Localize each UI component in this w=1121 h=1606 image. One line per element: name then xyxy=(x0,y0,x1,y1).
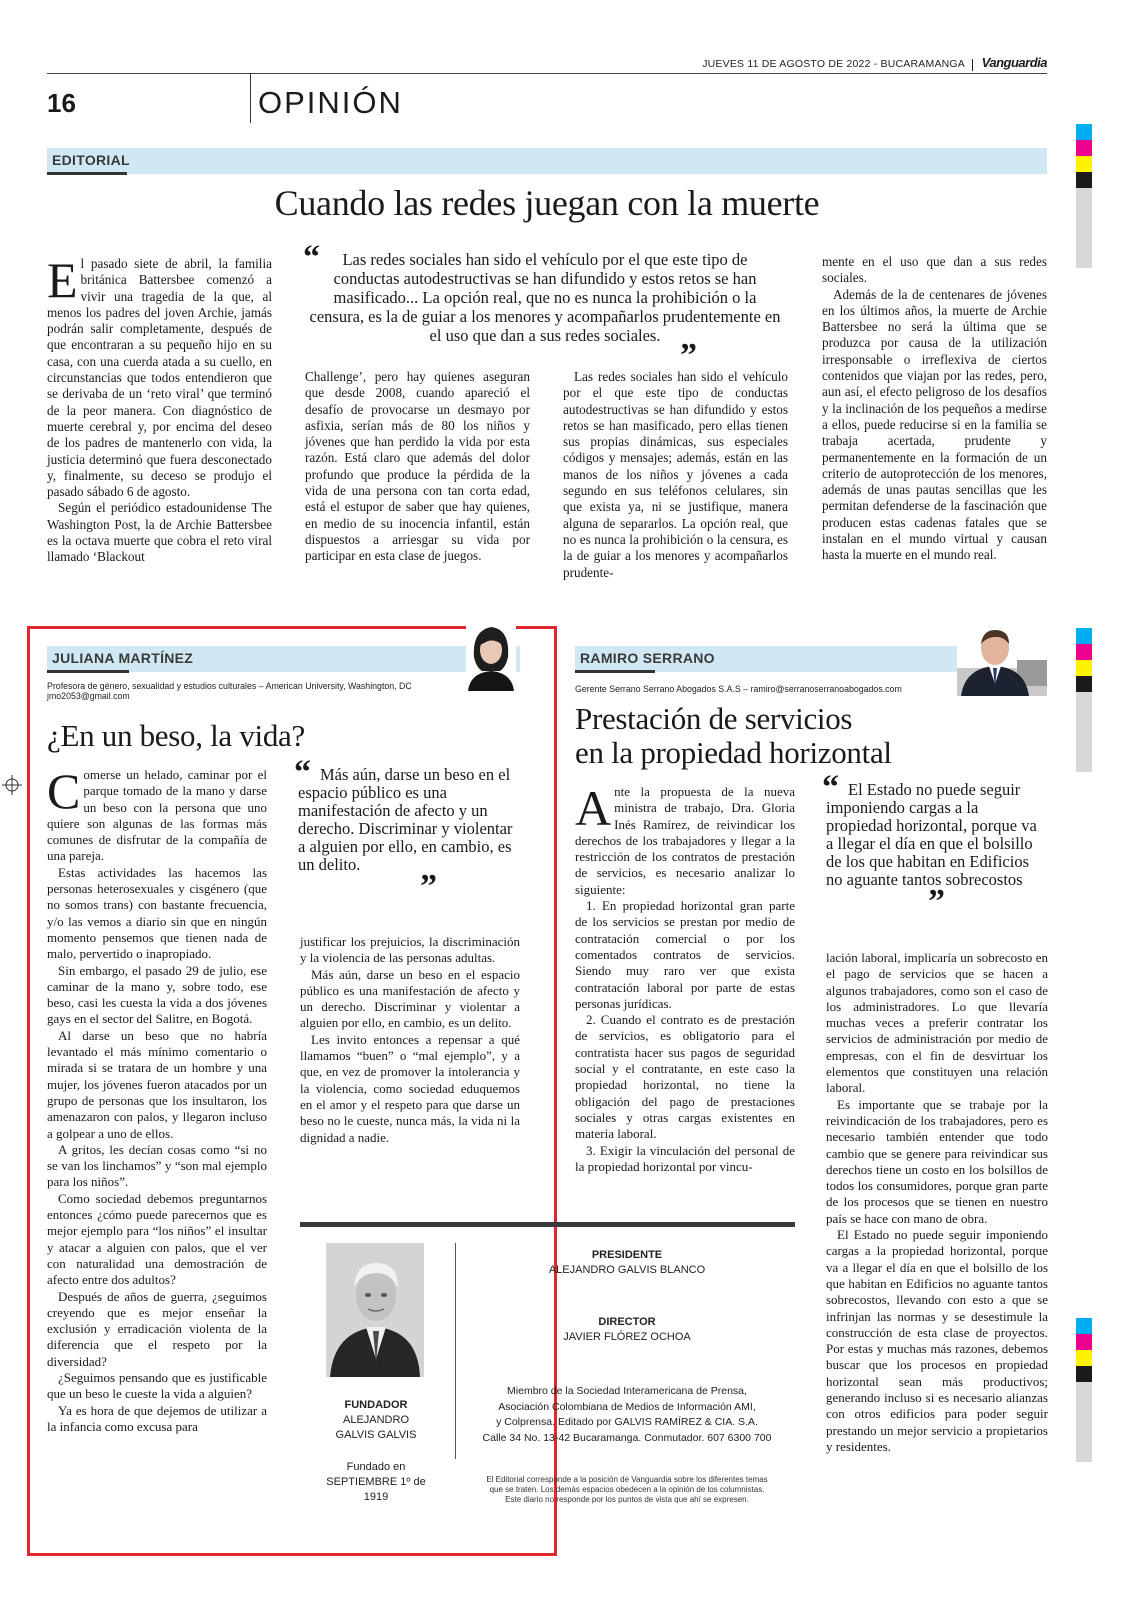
author-name-left: JULIANA MARTÍNEZ xyxy=(52,650,194,666)
editorial-label: EDITORIAL xyxy=(52,152,130,168)
crosshair-mark xyxy=(2,775,22,795)
editorial-column-4: mente en el uso que dan a sus redes sociales. Además de la de centenares de jóvenes en los últimos años, la muerte de Archie Battersbee no será la última que se produzca por causa de la utilización irresponsable o irreflexiva de ciertos contenidos que viajan por las redes, pero, aun así, el efecto peligroso de los desafíos y la inclinación de los pequeños a medirse a ellos, puede reducirse si en la familia se trabaja acertada, prudente y permanentemente en la formación de un criterio de autoprotección de los menores, además de unas pautas sencillas que les permitan defenderse de la fascinación que producen estas cadenas fatales que se instalan en el mundo virtual y causan hasta la muerte en el mundo real. xyxy=(822,254,1047,563)
author-photo-left xyxy=(466,617,516,691)
masthead-divider xyxy=(455,1243,456,1459)
editorial-label-underline xyxy=(47,172,127,175)
editorial-title: Cuando las redes juegan con la muerte xyxy=(274,183,820,223)
author-name-right: RAMIRO SERRANO xyxy=(580,650,715,666)
column-right-text-1: Ante la propuesta de la nueva ministra de trabajo, Dra. Gloria Inés Ramírez, de reivindicar los derechos de los trabajadores y llegar a la restricción de los contratos de prestación de servicios, es necesario analizar lo siguiente: 1. En propiedad horizontal gran parte de los servicios se prestan por medio de contratación comercial o por los comentados contratos de servicios. Siendo muy raro ver que exista contratación laboral por parte de estas personas jurídicas. 2. Cuando el contrato es de prestación de servicios, es obligatorio para el contratista hacer sus pagos de seguridad social y el contratante, en este caso la propiedad horizontal, no tiene la obligación del pago de prestaciones sociales y otras cargas existentes en materia laboral. 3. Exigir la vinculación del personal de la propiedad horizontal por vincu- xyxy=(575,780,795,1174)
editorial-column-2: Challenge’, pero hay quienes aseguran que desde 2008, cuando apareció el desafío de provocarse un desmayo por asfixia, serían más de 80 los niños y jóvenes que han perdido la vida por esta razón. Está claro que además del dolor profundo que produce la pérdida de la vida de una persona con tan corta edad, está el estupor de saber que hay quienes, en medio de su inocencia infantil, están dispuestos a arriesgar su vida por participar en esta clase de juegos. xyxy=(305,369,530,564)
director-name: JAVIER FLÓREZ OCHOA xyxy=(563,1331,691,1343)
header-separator xyxy=(972,59,973,71)
president-name: ALEJANDRO GALVIS BLANCO xyxy=(548,1264,706,1276)
brand-logo: Vanguardia xyxy=(981,55,1047,70)
author-bio-right: Gerente Serrano Serrano Abogados S.A.S – ramiro@serranoserranoabogados.com xyxy=(575,684,902,694)
founded-date: SEPTIEMBRE 1º de 1919 xyxy=(326,1476,426,1503)
founder-label: FUNDADOR xyxy=(344,1399,408,1411)
editorial-column-3: Las redes sociales han sido el vehículo por el que este tipo de conductas autodestructivas se han difundido y estos retos se han masificado, pero ellas tienen sus propias dinámicas, sus especiales códigos y mensajes; además, están en las manos de los niños y jóvenes a cada segundo en sus teléfonos celulares, sin que exista ya, ni se justifique, manera alguna de separarlos. La opción real, que no es nunca la prohibición o la censura, es la de guiar a los menores y acompañarlos prudente- xyxy=(563,369,788,580)
editorial-dropcap: E xyxy=(47,252,78,308)
column-right-pull-quote: “ El Estado no puede seguir imponiendo cargas a la propiedad horizontal, porque va a llegar el día en que el bolsillo de los que habitan en Edificios no aguante tantos sobrecostos ” xyxy=(822,769,1037,920)
date-line: JUEVES 11 DE AGOSTO DE 2022 - BUCARAMANGA xyxy=(702,58,965,70)
column-left-text-2: justificar los prejuicios, la discriminación y la violencia de las personas adultas. Más aún, darse un beso en el espacio público es una manifestación de afecto y un derecho. Discriminar y violentar a alguien por ello, en cambio, es un delito. Les invito entonces a repensar a qué llamamos “buen” o “mal ejemplo”, y a que, en vez de promover la intolerancia y la violencia, como sociedad eduquemos en el amor y el respeto para que darse un beso no le cueste, nunca más, la vida ni la dignidad a nadie. xyxy=(300,934,520,1145)
membership-block: Miembro de la Sociedad Interamericana de Prensa, Asociación Colombiana de Medios de Información AMI, y Colprensa. Editado por GALVIS RAMÍREZ & CIA. S.A. Calle 34 No. 13-42 Bucaramanga. Conmutador. 607 6300 700 xyxy=(482,1385,772,1444)
author-label-underline-right xyxy=(575,670,655,673)
founder-name: ALEJANDRO xyxy=(342,1414,410,1426)
editorial-label-bar xyxy=(47,148,1047,174)
section-divider xyxy=(250,73,251,123)
header-rule xyxy=(47,73,1047,74)
column-left-title: ¿En un beso, la vida? xyxy=(47,718,305,753)
author-label-underline-left xyxy=(47,670,129,673)
founded-label: Fundado en xyxy=(346,1461,406,1473)
author-email-left[interactable]: jmo2053@gmail.com xyxy=(47,691,130,701)
open-quote-icon: “ xyxy=(294,754,311,791)
editorial-column-1: El pasado siete de abril, la familia británica Battersbee comenzó a vivir una tragedia de la que, al menos los padres del joven Archie, jamás podrán salir completamente, después de que encontraran a su pequeño hijo en su casa, con una cuerda atada a su cuello, en circunstancias que todos entendieron que se derivaba de un ‘reto viral’ que terminó de la peor manera. Con diagnóstico de muerte cerebral y, por encima del deseo de los padres de mantenerlo con vida, la justicia determinó que fuera desconectado y, finalmente, su deceso se produjo el pasado sábado 6 de agosto. Según el periódico estadounidense The Washington Post, la de Archie Battersbee es la octava muerte que cobra el reto viral llamado ‘Blackout xyxy=(47,252,272,565)
president-label: PRESIDENTE xyxy=(591,1249,663,1261)
close-quote-icon: ” xyxy=(680,337,697,374)
column-left-text-1: Comerse un helado, caminar por el parque tomado de la mano y darse un beso con la persona que uno quiere son algunas de las formas más comunes de disfrutar de la compañía de una pareja. Estas actividades las hacemos las personas heterosexuales y cisgénero (que no somos trans) con bastante frecuencia, y/o las vemos a diario sin que en ningún momento pensemos que tienen nada de malo, pervertido o inapropiado. Sin embargo, el pasado 29 de julio, ese caminar de la mano y, sobre todo, ese beso, casi les cuesta la vida a dos jóvenes gays en el sector del Salitre, en Bogotá. Al darse un beso que no habría levantado el más mínimo comentario o mirada si se tratara de un hombre y una mujer, los jóvenes fueron atacados por un grupo de personas que los insultaron, los amenazaron con palos, y llegaron incluso a golpear a uno de ellos. A gritos, les decían cosas como “si no se van los linchamos” y “son mal ejemplo para los niños”. Como sociedad debemos preguntarnos entonces ¿cómo puede parecernos que es mejor ejemplo para “los niños” el insultar y atacar a alguien con palos, que el ver con naturalidad una demostración de afecto entre dos adultos? Después de años de guerra, ¿seguimos creyendo que es mejor enseñar la exclusión y erradicación violenta de la diferencia que el respeto por la diversidad? ¿Seguimos pensando que es justificable que un beso le cueste la vida a alguien? Ya es hora de que dejemos de utilizar a la infancia como excusa para xyxy=(47,763,267,1434)
president-block xyxy=(527,1248,727,1278)
director-label: DIRECTOR xyxy=(598,1316,656,1328)
page-header xyxy=(47,55,1047,125)
column-left-dropcap: C xyxy=(47,763,81,819)
founder-block xyxy=(316,1398,436,1505)
disclaimer-block: El Editorial corresponde a la posición de Vanguardia sobre los diferentes temas que se traten. Los demás espacios obedecen a la opinión de los columnistas. Este diario no responde por los puntos de vista que ahí se expresen. xyxy=(486,1475,768,1504)
masthead-rule xyxy=(300,1222,795,1227)
page-number: 16 xyxy=(47,88,76,118)
section-title: OPINIÓN xyxy=(258,85,403,120)
editorial-pull-quote: “ Las redes sociales han sido el vehículo por el que este tipo de conductas autodestructivas se han difundido y estos retos se han masificado... La opción real, que no es nunca la prohibición o la censura, es la de guiar a los menores y acompañarlos prudentemente en el uso que dan a sus redes sociales. ” xyxy=(303,239,781,374)
column-right-title: Prestación de servicios en la propiedad horizontal xyxy=(575,701,892,770)
founder-photo xyxy=(326,1243,424,1377)
close-quote-icon: ” xyxy=(928,883,945,920)
author-bio-left: Profesora de género, sexualidad y estudios culturales – American University, Washington, DC jmo2053@gmail.com xyxy=(47,681,467,701)
open-quote-icon: “ xyxy=(303,239,320,276)
column-left-pull-quote: “ Más aún, darse un beso en el espacio público es una manifestación de afecto y un derecho. Discriminar y violentar a alguien por ello, en cambio, es un delito. ” xyxy=(294,754,513,905)
open-quote-icon: “ xyxy=(822,769,839,806)
director-block xyxy=(527,1315,727,1345)
close-quote-icon: ” xyxy=(420,868,437,905)
column-right-text-2: lación laboral, implicaría un sobrecosto en el pago de servicios que se hacen a algunos trabajadores, como son el caso de los administradores. Lo que llevaría muchas veces a preferir contratar los servicios de administración por medio de empresas, con el fin de desvirtuar los elementos que constituyen una relación laboral. Es importante que se trabaje por la reivindicación de los trabajadores, pero es necesario también entender que todo cambio que se genere para reivindicar sus derechos tiene un costo en los bolsillos de todos los consumidores, porque gran parte de los procesos que se tienen en nuestro país se hace con mano de obra. El Estado no puede seguir imponiendo cargas a la propiedad horizontal, porque va a llegar el día en que el bolsillo de los que habitan en Edificios no aguante tantos sobrecostos, llevando con esto a que se infrinjan las normas y se desestimule la construcción de esta clase de proyectos. Por estas y muchas más razones, debemos buscar que los procesos en propiedad horizontal sean más productivos; generando incluso si es necesario alianzas con otros edificios para poder seguir prestando un mejor servicio a propietarios y residentes. xyxy=(826,950,1048,1454)
column-right-dropcap: A xyxy=(575,780,612,836)
founder-name-2: GALVIS GALVIS xyxy=(335,1429,417,1441)
